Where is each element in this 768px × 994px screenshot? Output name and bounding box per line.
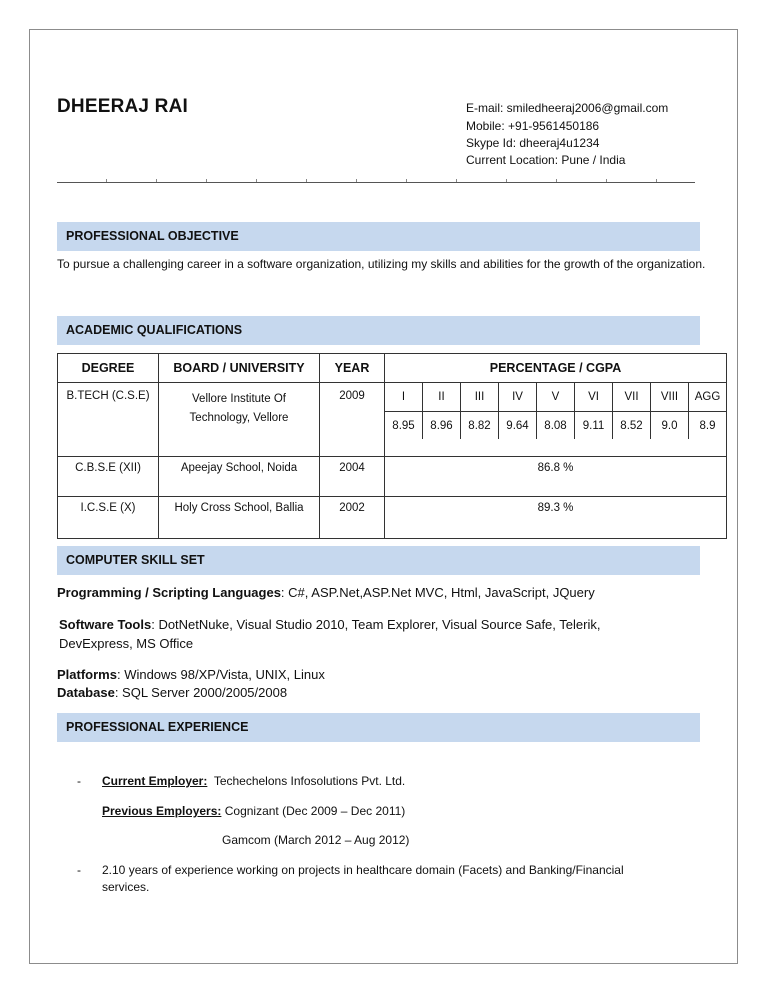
contact-mobile: Mobile: +91-9561450186: [466, 119, 600, 133]
current-employer-value: Techechelons Infosolutions Pvt. Ltd.: [213, 774, 406, 788]
skill-database: [57, 683, 707, 702]
semester-label: VIII: [650, 383, 688, 411]
semester-score: 8.82: [460, 411, 498, 439]
btech-year: 2009: [320, 383, 385, 457]
semester-label: VI: [574, 383, 612, 411]
previous-employer-2: Gamcom (March 2012 – Aug 2012): [222, 833, 410, 847]
table-row: [58, 383, 727, 457]
semester-label: IV: [498, 383, 536, 411]
semester-label: AGG: [688, 383, 726, 411]
semester-header-row: [385, 383, 726, 411]
skill-tools-label: Software Tools: [59, 617, 152, 632]
skill-platforms-value: : Windows 98/XP/Vista, UNIX, Linux: [116, 667, 325, 682]
table-header-row: [58, 354, 727, 383]
skill-database-label: Database: [57, 685, 115, 700]
cbse-year: 2004: [320, 457, 385, 497]
semester-score: 9.11: [574, 411, 612, 439]
skill-database-value: : SQL Server 2000/2005/2008: [114, 685, 288, 700]
academic-table: [57, 353, 727, 539]
icse-degree: I.C.S.E (X): [58, 497, 159, 539]
semester-label: I: [401, 391, 406, 403]
btech-degree: B.TECH (C.S.E): [58, 383, 159, 457]
semester-score: 8.08: [536, 411, 574, 439]
col-percentage: PERCENTAGE / CGPA: [385, 354, 727, 383]
section-heading-objective: PROFESSIONAL OBJECTIVE: [57, 222, 700, 251]
semester-label: V: [536, 383, 574, 411]
cbse-board: Apeejay School, Noida: [159, 457, 320, 497]
skill-platforms-label: Platforms: [57, 667, 117, 682]
objective-text: To pursue a challenging career in a software organization, utilizing my skills and abilities for the growth of the organization.: [57, 257, 706, 271]
previous-employers-label: Previous Employers:: [102, 804, 222, 818]
section-heading-skills: COMPUTER SKILL SET: [57, 546, 700, 575]
current-employer: [102, 773, 405, 790]
skill-tools-value: : DotNetNuke, Visual Studio 2010, Team Explorer, Visual Source Safe, Telerik, DevExpress, MS Office: [59, 617, 601, 651]
semester-score: 9.64: [498, 411, 536, 439]
btech-scores-cell: [385, 383, 727, 457]
col-degree: DEGREE: [58, 354, 159, 383]
table-row: [58, 497, 727, 539]
previous-employers: [102, 803, 405, 820]
semester-score: 8.9: [688, 411, 726, 439]
bullet-dash: -: [77, 774, 81, 788]
contact-email: E-mail: smiledheeraj2006@gmail.com: [466, 101, 669, 115]
contact-skype: Skype Id: dheeraj4u1234: [466, 136, 600, 150]
icse-year: 2002: [320, 497, 385, 539]
skill-languages-label: Programming / Scripting Languages: [57, 585, 281, 600]
semester-label: III: [460, 383, 498, 411]
section-heading-experience: PROFESSIONAL EXPERIENCE: [57, 713, 700, 742]
header-divider: [57, 182, 695, 183]
skill-languages: [57, 583, 707, 602]
skill-tools: [57, 615, 659, 653]
experience-summary: 2.10 years of experience working on projects in healthcare domain (Facets) and Banking/Financial services.: [102, 863, 624, 894]
skill-platforms: [57, 665, 707, 684]
section-heading-academic: ACADEMIC QUALIFICATIONS: [57, 316, 700, 345]
cbse-degree: C.B.S.E (XII): [58, 457, 159, 497]
candidate-name: DHEERAJ RAI: [57, 96, 188, 117]
table-row: [58, 457, 727, 497]
icse-score: 89.3 %: [385, 497, 727, 539]
current-employer-label: Current Employer:: [102, 774, 208, 788]
contact-location: Current Location: Pune / India: [466, 153, 626, 167]
semester-score-row: [385, 411, 726, 439]
cbse-score: 86.8 %: [385, 457, 727, 497]
semester-score: 8.95: [385, 411, 422, 439]
semester-score: 8.96: [422, 411, 460, 439]
semester-label: VII: [612, 383, 650, 411]
previous-employer-1: Cognizant (Dec 2009 – Dec 2011): [224, 804, 406, 818]
semester-score: 9.0: [650, 411, 688, 439]
col-board: BOARD / UNIVERSITY: [159, 354, 320, 383]
semester-score: 8.52: [612, 411, 650, 439]
bullet-dash: -: [77, 863, 81, 877]
col-year: YEAR: [320, 354, 385, 383]
skill-languages-value: : C#, ASP.Net,ASP.Net MVC, Html, JavaScript, JQuery: [280, 585, 595, 600]
btech-board: Vellore Institute Of Technology, Vellore: [159, 383, 320, 457]
semester-label: II: [422, 383, 460, 411]
icse-board: Holy Cross School, Ballia: [159, 497, 320, 539]
